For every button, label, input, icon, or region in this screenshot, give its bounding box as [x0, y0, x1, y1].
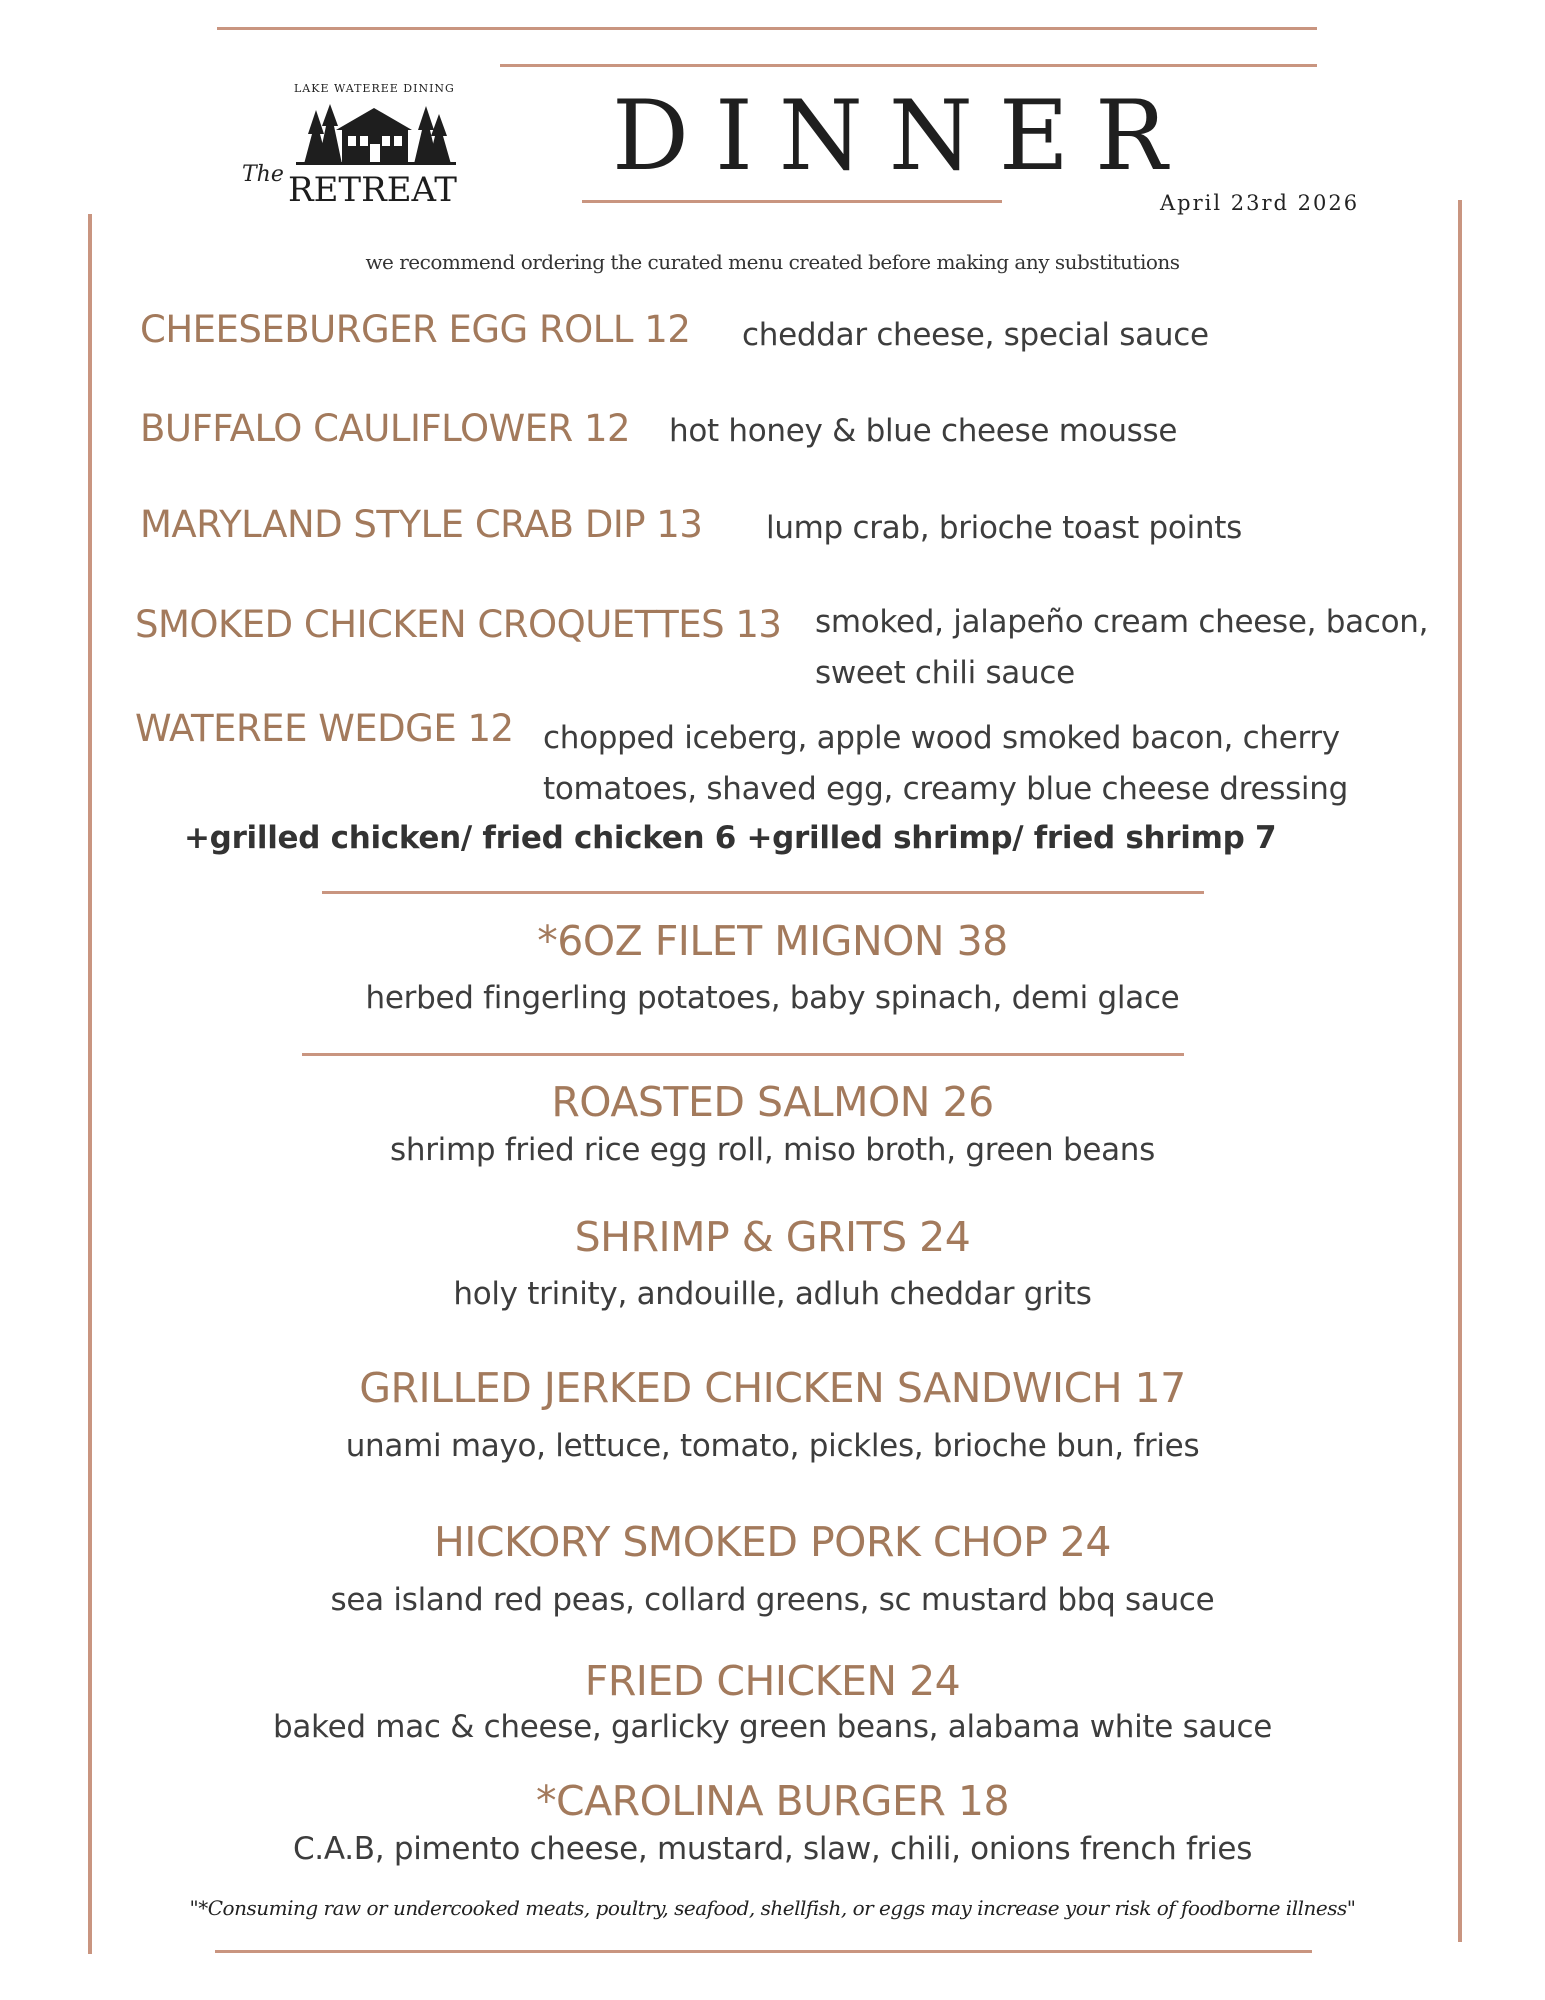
starter-name: WATEREE WEDGE 12 — [135, 707, 514, 750]
starter-name: MARYLAND STYLE CRAB DIP 13 — [140, 503, 703, 546]
title-underline — [582, 200, 1002, 203]
entree-name: SHRIMP & GRITS 24 — [574, 1213, 971, 1261]
entree-desc: baked mac & cheese, garlicky green beans, alabama white sauce — [272, 1709, 1273, 1745]
menu-title: DINNER — [612, 80, 1194, 192]
starter-desc: cheddar cheese, special sauce — [742, 317, 1209, 353]
entree-name: *CAROLINA BURGER 18 — [535, 1777, 1010, 1825]
starter-desc: smoked, jalapeño cream cheese, bacon, sweet chili sauce — [815, 604, 1429, 691]
header-rule — [500, 64, 1317, 67]
starter-name: BUFFALO CAULIFLOWER 12 — [140, 407, 631, 450]
entree-name: GRILLED JERKED CHICKEN SANDWICH 17 — [359, 1364, 1186, 1412]
entree-desc: unami mayo, lettuce, tomato, pickles, brioche bun, fries — [345, 1428, 1200, 1464]
restaurant-logo — [236, 74, 476, 214]
feature-desc: herbed fingerling potatoes, baby spinach, demi glace — [365, 980, 1180, 1016]
logo-name: RETREAT — [288, 170, 457, 210]
logo-tagline: LAKE WATEREE DINING — [294, 82, 455, 95]
entree-name: FRIED CHICKEN 24 — [584, 1657, 961, 1705]
entree-desc: C.A.B, pimento cheese, mustard, slaw, chili, onions french fries — [292, 1831, 1253, 1867]
feature-name: *6OZ FILET MIGNON 38 — [537, 917, 1008, 965]
starter-name: CHEESEBURGER EGG ROLL 12 — [140, 308, 691, 351]
entree-name: HICKORY SMOKED PORK CHOP 24 — [433, 1518, 1112, 1566]
starter-desc: hot honey & blue cheese mousse — [669, 413, 1178, 449]
entree-desc: holy trinity, andouille, adluh cheddar grits — [453, 1276, 1092, 1312]
bottom-rule — [215, 1950, 1312, 1953]
starter-name: SMOKED CHICKEN CROQUETTES 13 — [135, 603, 782, 646]
entree-desc: sea island red peas, collard greens, sc mustard bbq sauce — [330, 1582, 1215, 1618]
menu-date: April 23rd 2026 — [1160, 191, 1360, 215]
salad-addons: +grilled chicken/ fried chicken 6 +grilled shrimp/ fried shrimp 7 — [184, 820, 1277, 856]
recommendation-note: we recommend ordering the curated menu created before making any substitutions — [365, 250, 1180, 274]
entree-name: ROASTED SALMON 26 — [551, 1078, 994, 1126]
section-divider-2 — [302, 1053, 1184, 1056]
food-safety-disclaimer: "*Consuming raw or undercooked meats, poultry, seafood, shellfish, or eggs may increase your risk of foodborne illness" — [189, 1896, 1356, 1920]
section-divider-1 — [322, 891, 1204, 894]
lodge-trees-icon — [296, 96, 456, 166]
logo-the: The — [242, 162, 284, 187]
starter-desc: lump crab, brioche toast points — [766, 510, 1242, 546]
top-rule — [217, 27, 1317, 30]
starter-desc: chopped iceberg, apple wood smoked bacon, cherry tomatoes, shaved egg, creamy blue cheese dressing — [543, 720, 1348, 807]
entree-desc: shrimp fried rice egg roll, miso broth, green beans — [390, 1132, 1155, 1168]
